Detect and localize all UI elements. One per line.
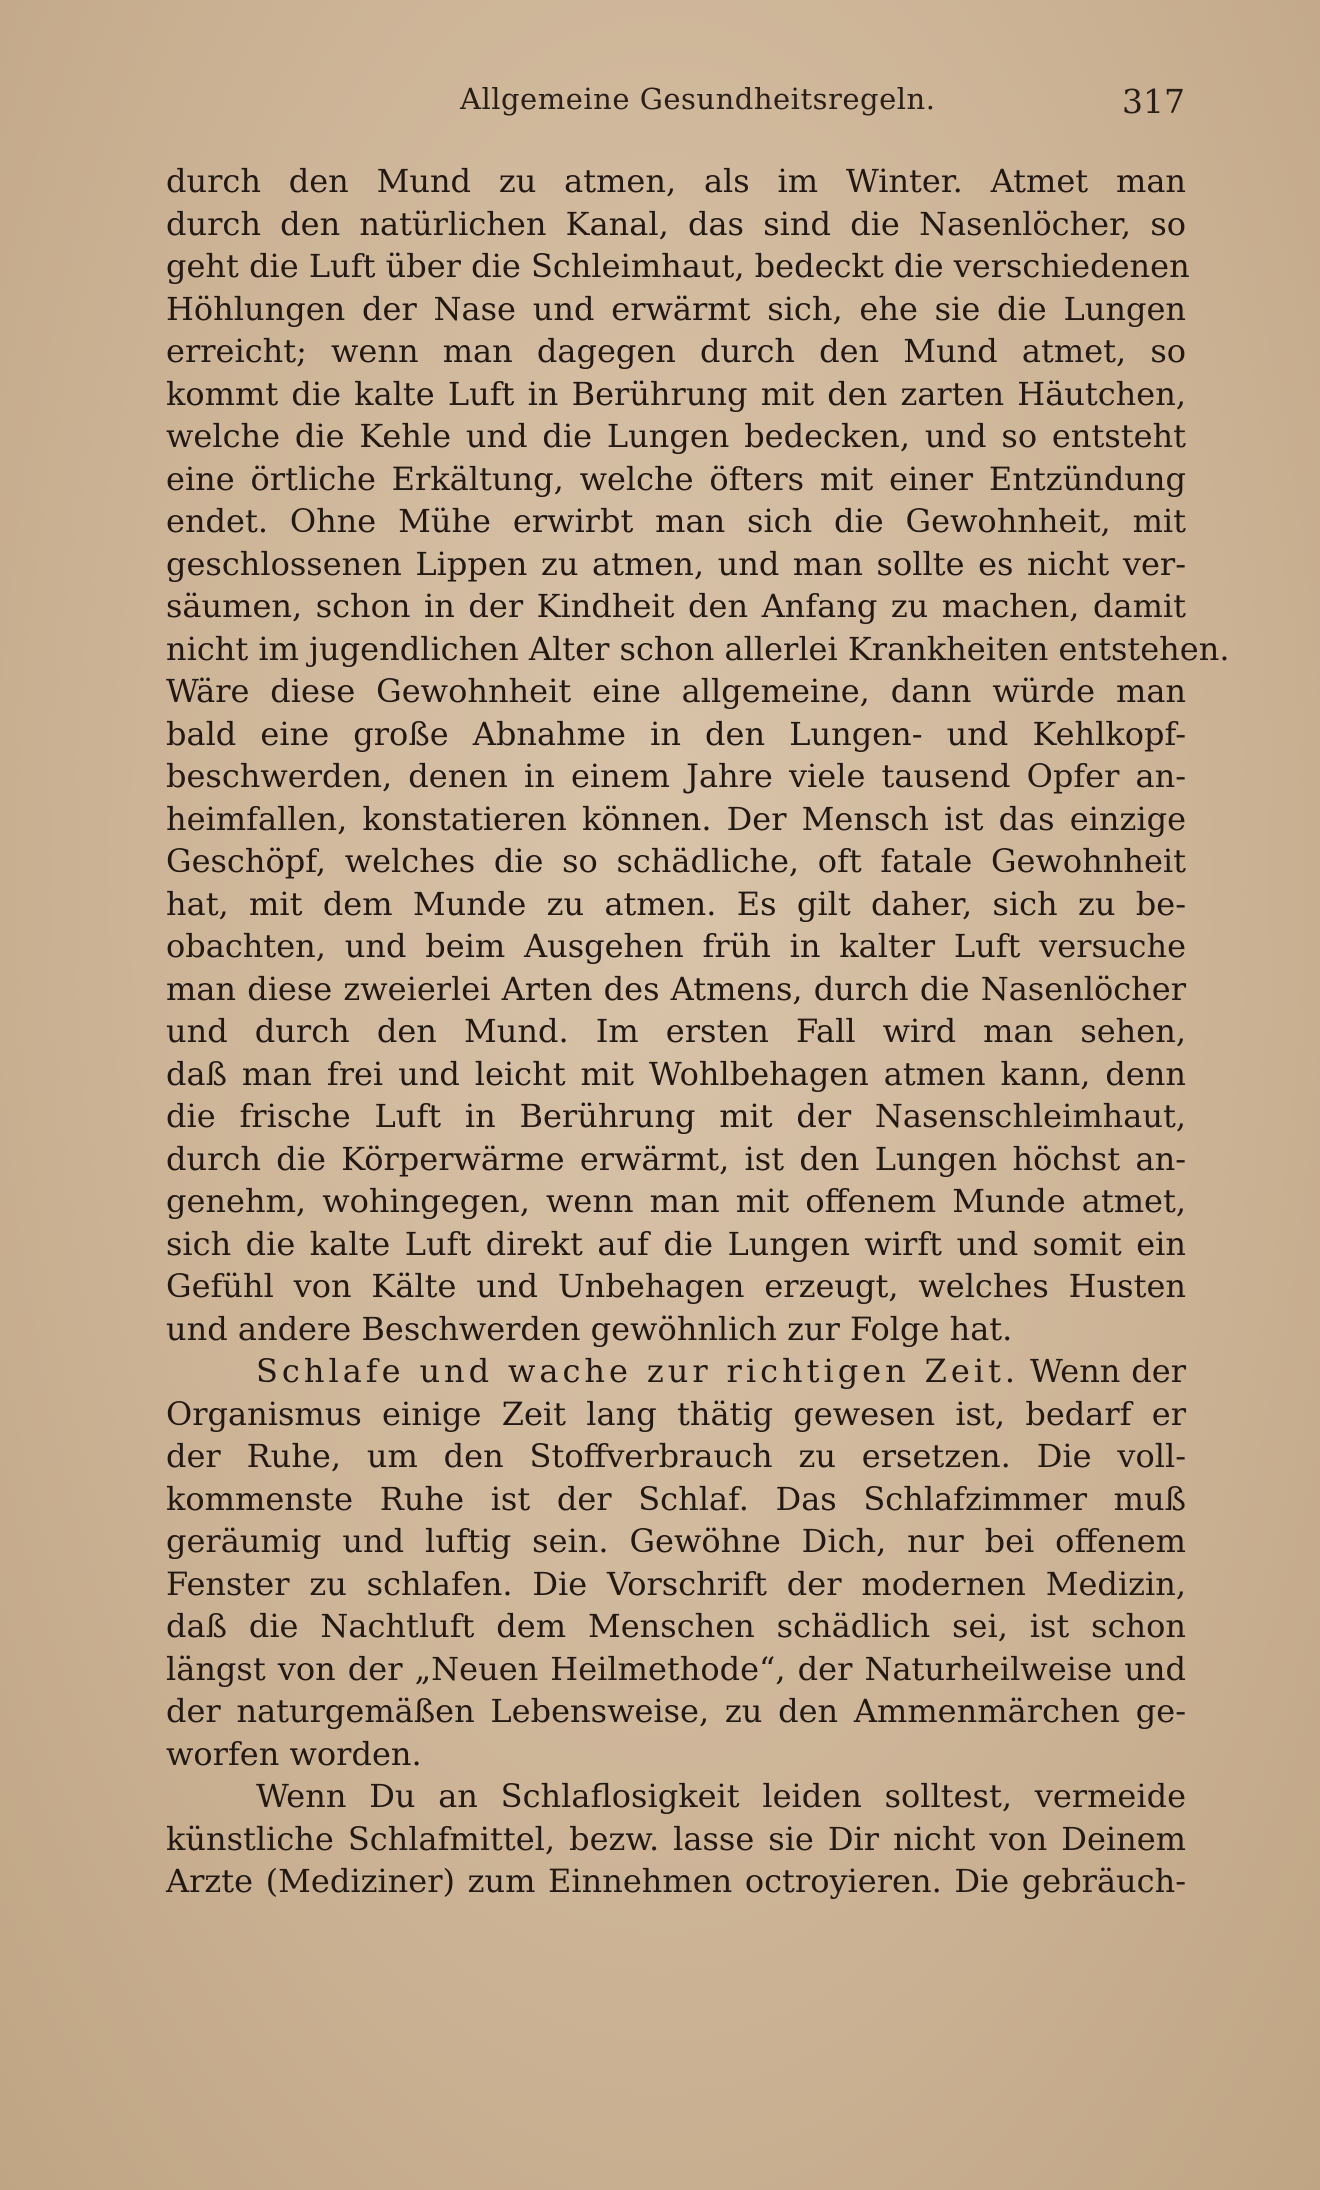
running-title: Allgemeine Gesundheitsregeln. — [460, 82, 936, 116]
text-line: daß man frei und leicht mit Wohlbehagen atmen kann, denn — [166, 1054, 1186, 1093]
text-line: geschlossenen Lippen zu atmen, und man sollte es nicht ver- — [166, 544, 1186, 583]
text-line: welche die Kehle und die Lungen bedecken, und so entsteht — [166, 417, 1186, 455]
text-line: man diese zweierlei Arten des Atmens, durch die Nasenlöcher — [166, 969, 1186, 1008]
text-line: durch die Körperwärme erwärmt, ist den Lungen höchst an- — [166, 1139, 1186, 1178]
page-header — [160, 82, 1185, 132]
text-line: hat, mit dem Munde zu atmen. Es gilt daher, sich zu be- — [166, 884, 1186, 923]
text-line: bald eine große Abnahme in den Lungen- und Kehlkopf- — [166, 714, 1186, 753]
text-line: Arzte (Mediziner) zum Einnehmen octroyieren. Die gebräuch- — [166, 1862, 1186, 1900]
text-line: geräumig und luftig sein. Gewöhne Dich, nur bei offenem — [166, 1522, 1186, 1560]
text-line: Gefühl von Kälte und Unbehagen erzeugt, welches Husten — [166, 1267, 1186, 1305]
text-line: eine örtliche Erkältung, welche öfters mit einer Entzündung — [166, 459, 1186, 498]
paragraph-insomnia — [166, 1775, 1186, 1903]
text-line: Geschöpf, welches die so schädliche, oft fatale Gewohnheit — [166, 842, 1186, 880]
text-line: längst von der „Neuen Heilmethode“, der Naturheilweise und — [166, 1649, 1186, 1688]
text-line: und durch den Mund. Im ersten Fall wird man sehen, — [166, 1012, 1186, 1050]
body-text — [166, 160, 1230, 1903]
text-line: der naturgemäßen Lebensweise, zu den Ammenmärchen ge- — [166, 1692, 1186, 1730]
paragraph-sleep — [166, 1350, 1186, 1775]
text-line: Höhlungen der Nase und erwärmt sich, ehe sie die Lungen — [166, 289, 1186, 328]
text-line: Fenster zu schlafen. Die Vorschrift der modernen Medizin, — [166, 1564, 1186, 1603]
spaced-heading: Schlafe und wache zur richtigen Zeit. — [256, 1352, 1020, 1390]
text-line: Organismus einige Zeit lang thätig gewesen ist, bedarf er — [166, 1394, 1186, 1433]
text-line: endet. Ohne Mühe erwirbt man sich die Gewohnheit, mit — [166, 502, 1186, 540]
text-line: säumen, schon in der Kindheit den Anfang zu machen, damit — [166, 587, 1186, 625]
text-line: durch den natürlichen Kanal, das sind die Nasenlöcher, so — [166, 204, 1186, 243]
text-line: nicht im jugendlichen Alter schon allerlei Krankheiten entstehen. — [166, 629, 1230, 668]
text-line: genehm, wohingegen, wenn man mit offenem Munde atmet, — [166, 1182, 1186, 1220]
text-line: kommt die kalte Luft in Berührung mit den zarten Häutchen, — [166, 374, 1186, 413]
text-line: der Ruhe, um den Stoffverbrauch zu ersetzen. Die voll- — [166, 1437, 1186, 1475]
text-line: Wäre diese Gewohnheit eine allgemeine, dann würde man — [166, 672, 1186, 710]
page-number: 317 — [1122, 82, 1185, 121]
text-line: durch den Mund zu atmen, als im Winter. Atmet man — [166, 162, 1186, 200]
text-line: worfen worden. — [166, 1734, 422, 1773]
text-line: sich die kalte Luft direkt auf die Lungen wirft und somit ein — [166, 1224, 1186, 1263]
text-line: daß die Nachtluft dem Menschen schädlich sei, ist schon — [166, 1607, 1186, 1645]
text-line: und andere Beschwerden gewöhnlich zur Folge hat. — [166, 1309, 1013, 1348]
text-line: künstliche Schlafmittel, bezw. lasse sie Dir nicht von Deinem — [166, 1819, 1186, 1858]
text-line: beschwerden, denen in einem Jahre viele tausend Opfer an- — [166, 757, 1186, 795]
text-line: kommenste Ruhe ist der Schlaf. Das Schlafzimmer muß — [166, 1479, 1186, 1518]
text-line: erreicht; wenn man dagegen durch den Mund atmet, so — [166, 332, 1186, 370]
text-line — [166, 1350, 1186, 1393]
text-line: heimfallen, konstatieren können. Der Mensch ist das einzige — [166, 799, 1186, 838]
heading-line-rest: Wenn der — [1029, 1352, 1187, 1390]
text-line: die frische Luft in Berührung mit der Nasenschleimhaut, — [166, 1097, 1186, 1135]
paragraph-breathing — [166, 160, 1230, 1350]
text-line: Wenn Du an Schlaflosigkeit leiden solltest, vermeide — [256, 1777, 1186, 1815]
text-line: obachten, und beim Ausgehen früh in kalter Luft versuche — [166, 927, 1186, 965]
text-line: geht die Luft über die Schleimhaut, bedeckt die verschiedenen — [166, 247, 1190, 285]
